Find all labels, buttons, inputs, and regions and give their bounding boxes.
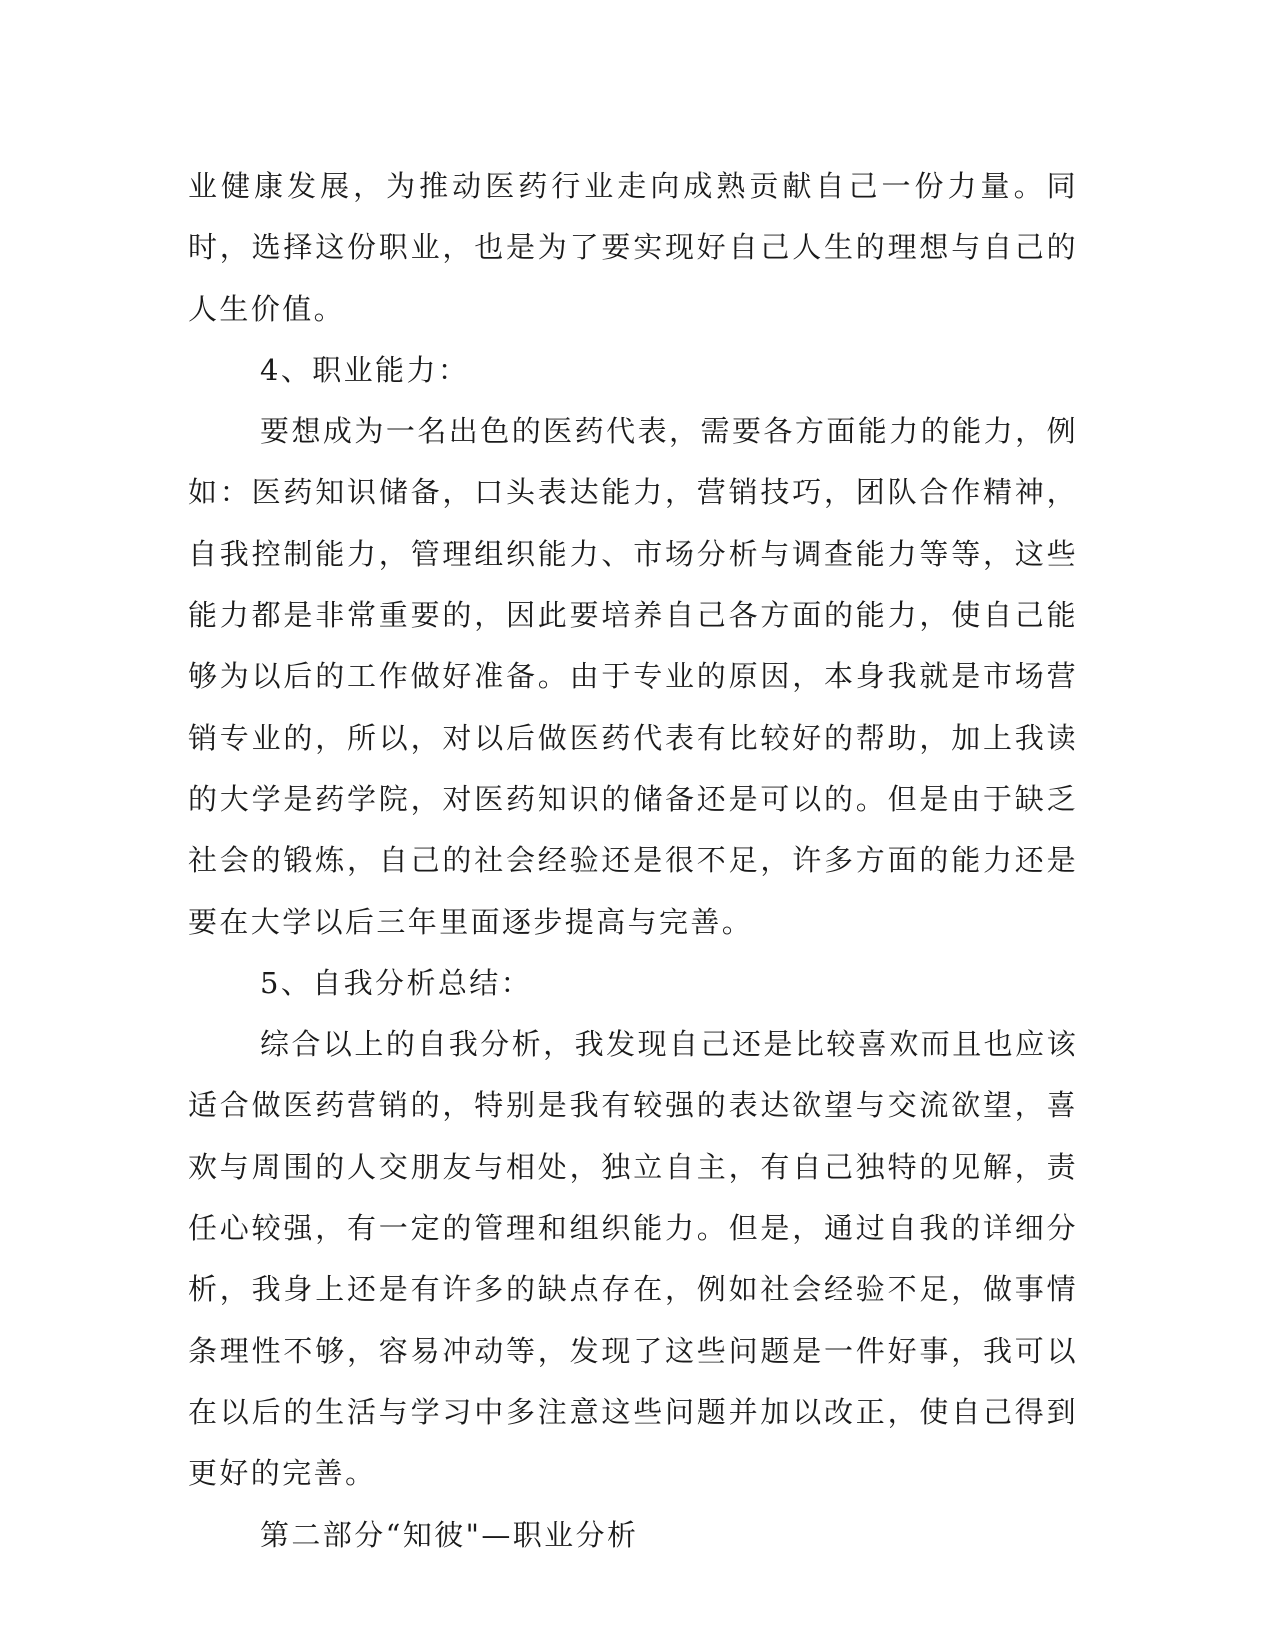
section-heading-self-analysis-summary: 5、自我分析总结：: [260, 965, 533, 1000]
paragraph-self-analysis-summary: 综合以上的自我分析，我发现自己还是比较喜欢而且也应该适合做医药营销的，特别是我有较强的表达欲望与交流欲望，喜欢与周围的人交朋友与相处，独立自主，有自己独特的见解，责任心较强，有一定的管理和组织能力。但是，通过自我的详细分析，我身上还是有许多的缺点存在，例如社会经验不足，做事情条理性不够，容易冲动等，发现了这些问题是一件好事，我可以在以后的生活与学习中多注意这些问题并加以改正，使自己得到更好的完善。: [188, 1027, 1078, 1491]
document-body: [188, 156, 1078, 1566]
paragraph-continuation: 业健康发展，为推动医药行业走向成熟贡献自己一份力量。同时，选择这份职业，也是为了要实现好自己人生的理想与自己的人生价值。: [188, 169, 1078, 326]
section-heading-career-ability: 4、职业能力：: [260, 352, 470, 387]
paragraph-career-ability: 要想成为一名出色的医药代表，需要各方面能力的能力，例如：医药知识储备，口头表达能力，营销技巧，团队合作精神，自我控制能力，管理组织能力、市场分析与调查能力等等，这些能力都是非常重要的，因此要培养自己各方面的能力，使自己能够为以后的工作做好准备。由于专业的原因，本身我就是市场营销专业的，所以，对以后做医药代表有比较好的帮助，加上我读的大学是药学院，对医药知识的储备还是可以的。但是由于缺乏社会的锻炼，自己的社会经验还是很不足，许多方面的能力还是要在大学以后三年里面逐步提高与完善。: [188, 414, 1078, 939]
part-heading-career-analysis: 第二部分“知彼"—职业分析: [260, 1517, 639, 1552]
